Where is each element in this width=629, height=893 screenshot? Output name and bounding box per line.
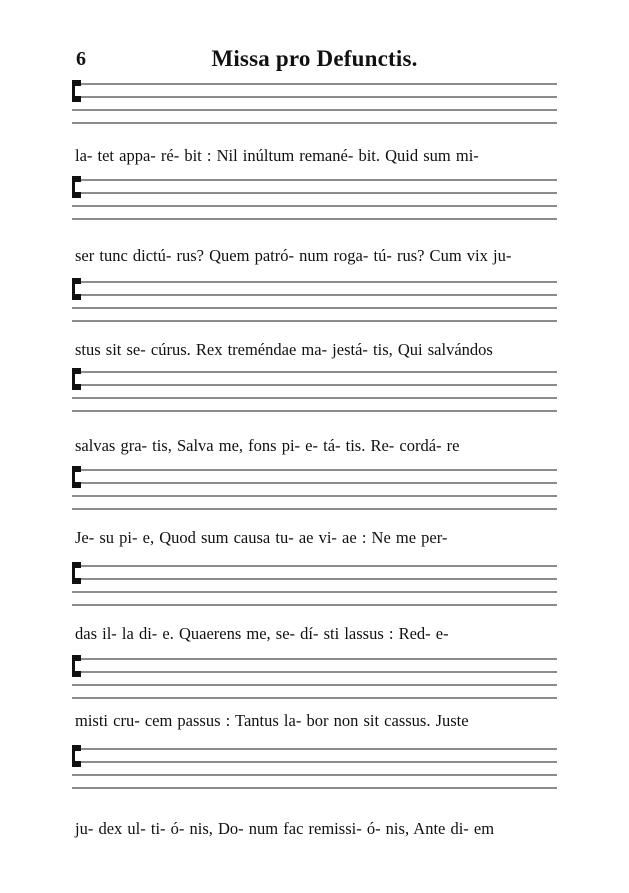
lyrics-line: das il- la di- e. Quaerens me, se- dí- sti lassus : Red- e- — [75, 624, 449, 643]
page-header — [0, 46, 629, 76]
c-clef-icon — [72, 466, 81, 488]
lyrics-line: stus sit se- cúrus. Rex treméndae ma- jestá- tis, Qui salvándos — [75, 340, 493, 359]
lyrics-line: ser tunc dictú- rus? Quem patró- num roga- tú- rus? Cum vix ju- — [75, 246, 512, 265]
lyrics-line: salvas gra- tis, Salva me, fons pi- e- tá- tis. Re- cordá- re — [75, 436, 460, 455]
lyrics-line: Je- su pi- e, Quod sum causa tu- ae vi- ae : Ne me per- — [75, 528, 448, 547]
c-clef-icon — [72, 562, 81, 584]
staff — [72, 655, 557, 701]
staff — [72, 562, 557, 608]
page-title: Missa pro Defunctis. — [211, 46, 418, 71]
staff — [72, 466, 557, 512]
c-clef-icon — [72, 176, 81, 198]
staff — [72, 745, 557, 791]
staff — [72, 176, 557, 222]
c-clef-icon — [72, 745, 81, 767]
lyrics-line: ju- dex ul- ti- ó- nis, Do- num fac remissi- ó- nis, Ante di- em — [75, 819, 495, 838]
lyrics-line: misti cru- cem passus : Tantus la- bor non sit cassus. Juste — [75, 711, 469, 730]
c-clef-icon — [72, 655, 81, 677]
staff — [72, 80, 557, 126]
c-clef-icon — [72, 80, 81, 102]
staff — [72, 278, 557, 324]
page-number: 6 — [76, 48, 86, 70]
c-clef-icon — [72, 278, 81, 300]
c-clef-icon — [72, 368, 81, 390]
lyrics-line: la- tet appa- ré- bit : Nil inúltum remané- bit. Quid sum mi- — [75, 146, 479, 165]
staff — [72, 368, 557, 414]
